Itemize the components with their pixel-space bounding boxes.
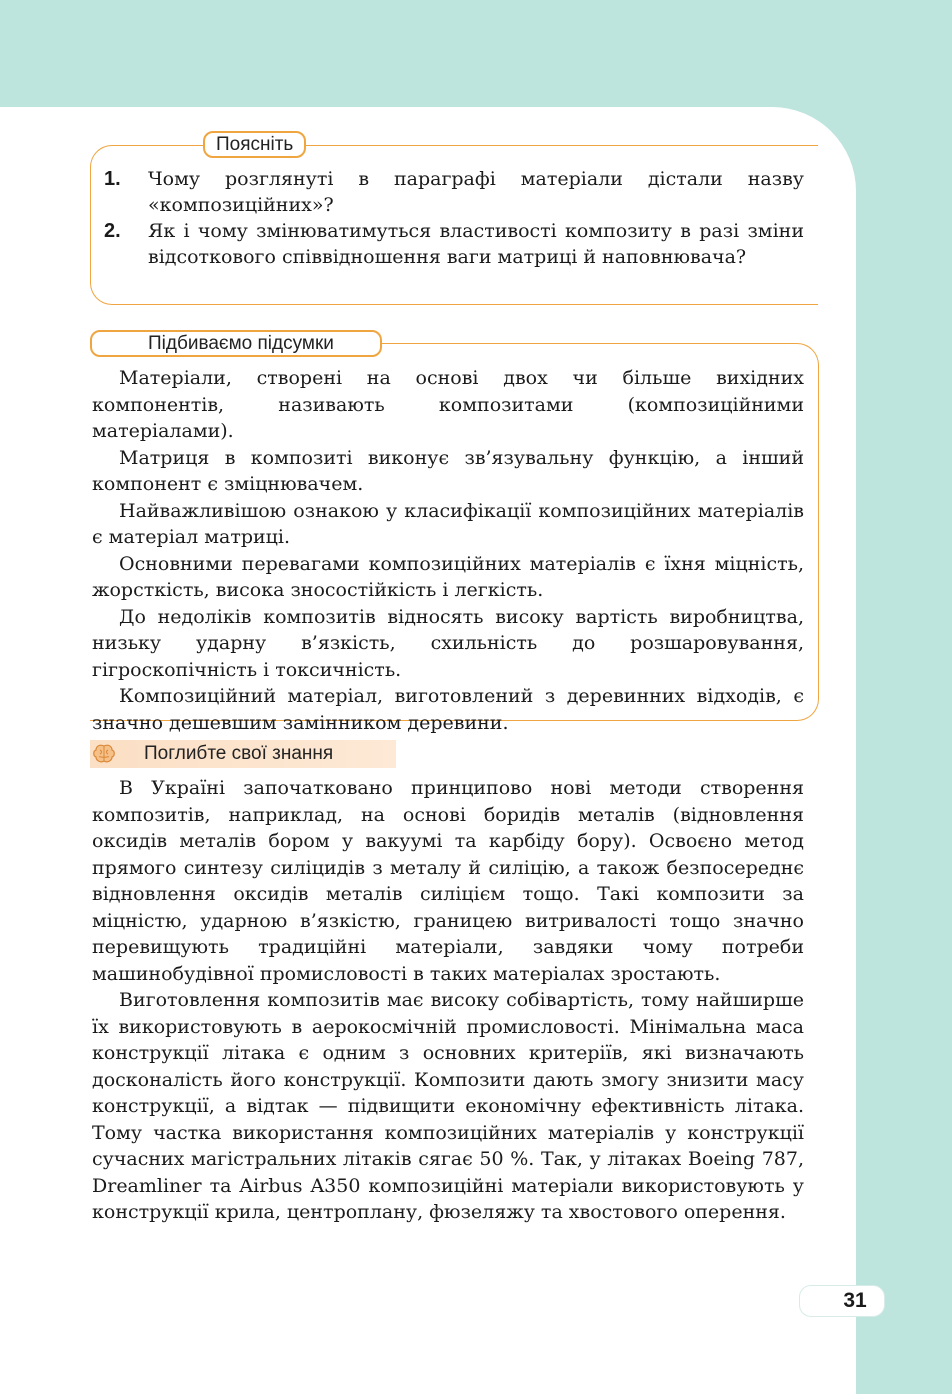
summary-paragraph: Композиційний матеріал, виготовлений з деревинних відходів, є значно дешевшим замінником деревини.: [92, 685, 804, 734]
deepen-paragraph: Виготовлення композитів має високу собівартість, тому найширше їх використовують в аерокосмічній промисловості. Мінімальна маса конструкції літака є одним з основних критеріїв, які визначають досконалість його конструкції. Композити дають змогу знизити масу конструкції, а відтак — підвищити економічну ефективність літака. Тому частка використання композиційних матеріалів у конструкції сучасних магістральних літаків сягає 50 %. Так, у літаках Boeing 787, Dreamliner та Airbus A350 композиційні матеріали використовують у конструкції крила, центроплану, фюзеляжу та хвостового оперення.: [92, 989, 804, 1223]
explain-heading: Поясніть: [203, 131, 306, 158]
question-number: 1.: [104, 168, 121, 190]
summary-paragraph: Найважливішою ознакою у класифікації композиційних матеріалів є матеріал матриці.: [92, 499, 804, 548]
question-number: 2.: [104, 220, 121, 242]
summary-body: [92, 365, 804, 736]
summary-heading: Підбиваємо підсумки: [90, 330, 382, 357]
page-number: 31: [799, 1285, 885, 1317]
question-text: Чому розглянуті в параграфі матеріали дістали назву «композиційних»?: [148, 168, 804, 216]
summary-paragraph: Основними перевагами композиційних матеріалів є їхня міцність, жорсткість, висока зносостійкість і легкість.: [92, 552, 804, 601]
summary-paragraph: До недоліків композитів відносять високу вартість виробництва, низьку ударну в’язкість, схильність до розшаровування, гігроскопічність і токсичність.: [92, 605, 804, 681]
brain-icon: [90, 740, 118, 768]
deepen-heading: Поглибте свої знання: [118, 740, 396, 768]
summary-paragraph: Матриця в композиті виконує зв’язувальну функцію, а інший компонент є зміцнювачем.: [92, 446, 804, 495]
deepen-body: [92, 775, 804, 1226]
question-text: Як і чому змінюватимуться властивості композиту в разі зміни відсоткового співвідношення ваги матриці й наповнювача?: [148, 220, 804, 268]
summary-paragraph: Матеріали, створені на основі двох чи більше вихідних компонентів, називають композитами (композиційними матеріалами).: [92, 367, 804, 442]
deepen-paragraph: В Україні започатковано принципово нові методи створення композитів, наприклад, на основі боридів металів (відновлення оксидів металів бором у вакуумі та карбіду бору). Освоєно метод прямого синтезу силіцидів з металу й силіцію, а також безпосереднє відновлення оксидів металів силіцієм тощо. Такі композити за міцністю, ударною в’язкістю, границею витривалості тощо значно перевищують традиційні матеріали, завдяки чому потреби машинобудівної промисловості в таких матеріалах зростають.: [92, 777, 804, 985]
